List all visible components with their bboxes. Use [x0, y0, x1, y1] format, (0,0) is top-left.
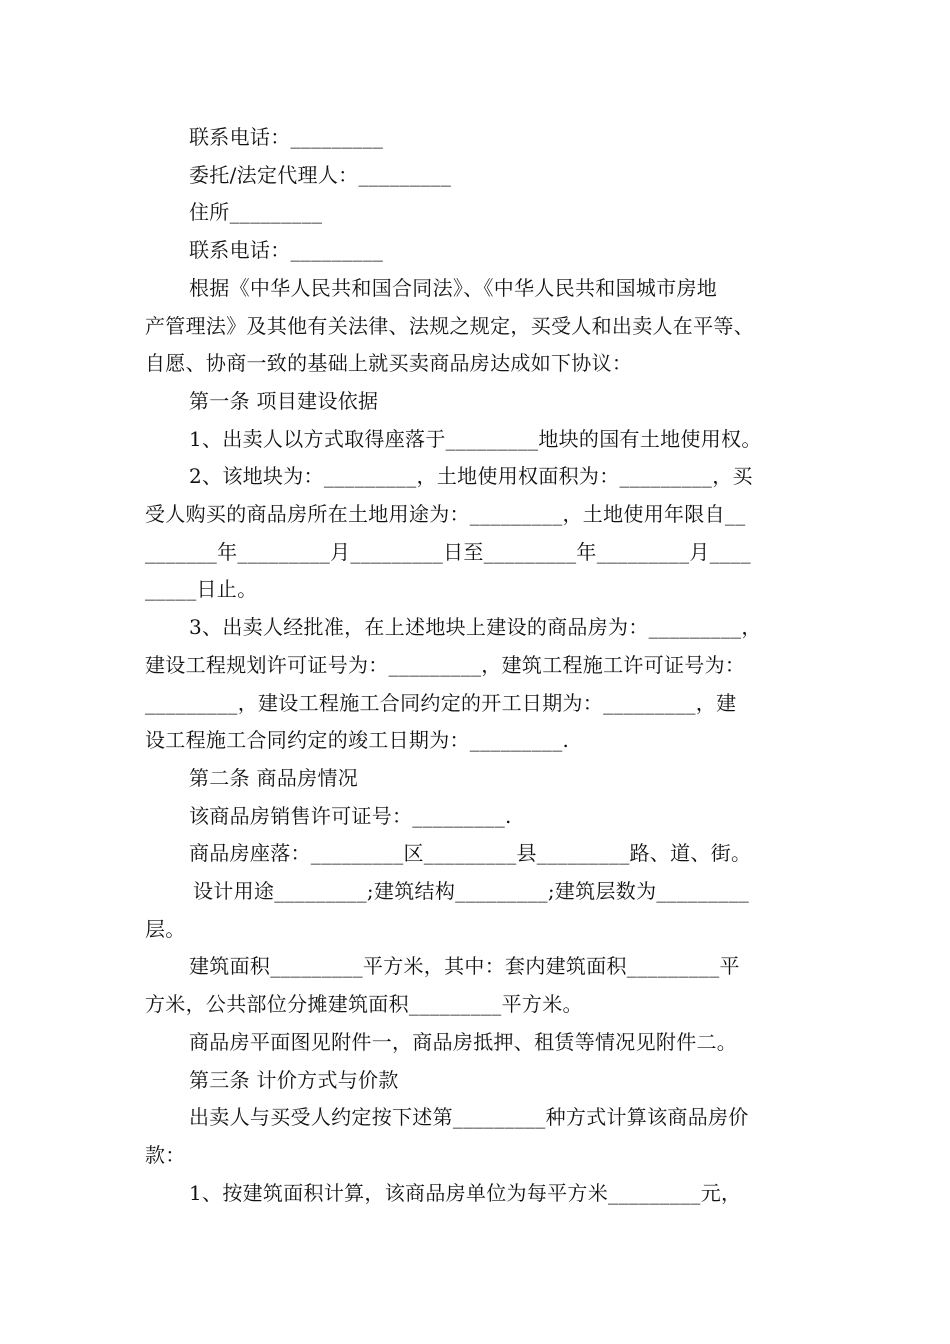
text-line: 自愿、协商一致的基础上就买卖商品房达成如下协议：	[145, 351, 633, 376]
section-heading: 第一条 项目建设依据	[189, 388, 379, 413]
text-line: 商品房座落：_________区_________县_________路、道、街。	[189, 841, 752, 866]
text-line: 委托/法定代理人：_________	[189, 162, 452, 187]
text-line: 1、按建筑面积计算，该商品房单位为每平方米_________元，	[189, 1180, 742, 1205]
text-line: 设工程施工合同约定的竣工日期为：_________.	[145, 728, 570, 753]
text-line: 设计用途_________;建筑结构_________;建筑层数为_________	[193, 879, 750, 904]
text-line: 建设工程规划许可证号为：_________，建筑工程施工许可证号为：	[145, 652, 746, 677]
text-line: 1、出卖人以方式取得座落于_________地块的国有土地使用权。	[189, 426, 762, 451]
text-line: 3、出卖人经批准，在上述地块上建设的商品房为：_________，	[189, 615, 762, 640]
document-body	[145, 119, 815, 1212]
text-line: 联系电话：_________	[189, 238, 384, 263]
text-line: _________，建设工程施工合同约定的开工日期为：_________，建	[145, 690, 737, 715]
section-heading: 第二条 商品房情况	[189, 765, 359, 790]
section-heading: 第三条 计价方式与价款	[189, 1067, 399, 1092]
text-line: _______年_________月_________日至_________年_________月____	[145, 539, 751, 564]
text-line: 根据《中华人民共和国合同法》、《中华人民共和国城市房地	[189, 275, 718, 300]
text-line: 受人购买的商品房所在土地用途为：_________，土地使用年限自__	[145, 502, 746, 527]
text-line: 联系电话：_________	[189, 125, 384, 149]
text-line: 层。	[145, 916, 186, 941]
text-line: 出卖人与买受人约定按下述第_________种方式计算该商品房价	[189, 1105, 749, 1130]
text-line: 该商品房销售许可证号：_________.	[189, 803, 512, 828]
text-line: 款：	[145, 1142, 186, 1167]
text-line: 建筑面积_________平方米，其中：套内建筑面积_________平	[189, 954, 740, 979]
text-line: 产管理法》及其他有关法律、法规之规定，买受人和出卖人在平等、	[145, 313, 754, 338]
text-line: _____日止。	[145, 577, 258, 602]
text-line: 2、该地块为：_________，土地使用权面积为：_________，买	[189, 464, 753, 489]
text-line: 住所_________	[189, 200, 323, 225]
text-line: 方米，公共部位分摊建筑面积_________平方米。	[145, 992, 583, 1017]
text-line: 商品房平面图见附件一，商品房抵押、租赁等情况见附件二。	[189, 1029, 738, 1054]
